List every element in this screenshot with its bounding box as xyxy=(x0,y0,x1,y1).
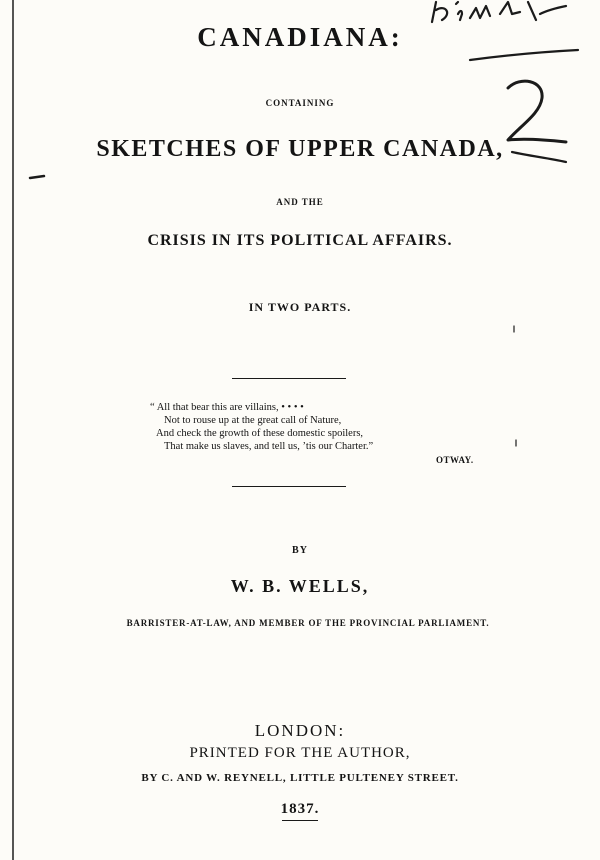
subtitle-2: CRISIS IN ITS POLITICAL AFFAIRS. xyxy=(147,232,453,249)
and-the-label: AND THE xyxy=(276,197,324,207)
containing-label: CONTAINING xyxy=(265,98,335,108)
imprint-printer: BY C. AND W. REYNELL, LITTLE PULTENEY STREET. xyxy=(141,772,459,784)
book-title: CANADIANA: xyxy=(197,22,403,52)
epigraph-attribution: OTWAY. xyxy=(436,455,474,465)
author-description: BARRISTER-AT-LAW, AND MEMBER OF THE PROVINCIAL PARLIAMENT. xyxy=(126,618,490,628)
imprint-year: 1837. xyxy=(280,801,320,817)
parts-label: IN TWO PARTS. xyxy=(248,300,352,314)
epigraph-line: “ All that bear this are villains, • • • • xyxy=(150,402,304,413)
imprint-place: LONDON: xyxy=(254,721,346,740)
author-name: W. B. WELLS, xyxy=(230,576,370,596)
epigraph-line: And check the growth of these domestic spoilers, xyxy=(156,428,364,439)
epigraph-line: That make us slaves, and tell us, ’tis our Charter.” xyxy=(164,441,374,452)
by-label: BY xyxy=(292,545,308,556)
imprint-printed-for: PRINTED FOR THE AUTHOR, xyxy=(189,745,411,761)
epigraph-line: Not to rouse up at the great call of Nature, xyxy=(164,415,342,426)
subtitle: SKETCHES OF UPPER CANADA, xyxy=(96,136,504,162)
